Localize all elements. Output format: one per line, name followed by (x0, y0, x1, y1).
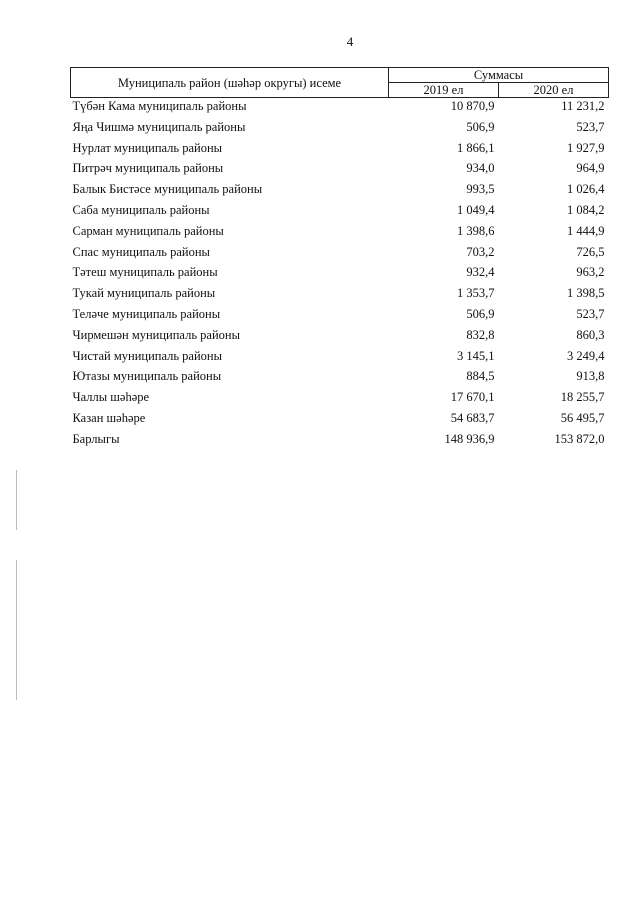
table-row (71, 265, 609, 286)
value-2020-cell: 1 398,5 (567, 286, 605, 301)
table-row (71, 307, 609, 328)
table-header (71, 68, 609, 98)
row-name-cell: Түбән Кама муниципаль районы (72, 99, 247, 113)
row-name-cell: Чаллы шәһәре (72, 390, 150, 405)
value-2019-cell: 993,5 (466, 182, 495, 197)
row-name-cell: Ютазы муниципаль районы (72, 369, 222, 384)
table-row (71, 224, 609, 245)
value-2020-cell: 1 026,4 (567, 182, 605, 197)
table-row (71, 245, 609, 266)
value-2020-cell: 860,3 (576, 327, 605, 342)
margin-scan-mark (16, 560, 17, 700)
table-row (71, 390, 609, 411)
value-2019-cell: 54 683,7 (450, 410, 495, 425)
value-2019-cell: 884,5 (466, 369, 495, 384)
value-2020-cell: 523,7 (576, 119, 605, 134)
value-2019-cell: 832,8 (466, 327, 495, 342)
column-header-year: 2020 ел (499, 83, 609, 98)
value-2019-cell: 1 866,1 (457, 140, 495, 155)
value-2019-cell: 17 670,1 (450, 390, 495, 405)
table-row (71, 286, 609, 307)
value-2019-cell: 1 353,7 (457, 286, 495, 301)
column-header-year: 2019 ел (389, 83, 499, 98)
value-2020-cell: 1 444,9 (567, 223, 605, 238)
row-name-cell: Чистай муниципаль районы (72, 348, 222, 363)
budget-table (70, 67, 609, 453)
table-row (71, 349, 609, 370)
value-2020-cell: 3 249,4 (567, 348, 605, 363)
table-row (71, 328, 609, 349)
value-2020-cell: 726,5 (576, 244, 605, 259)
row-name-cell: Тәтеш муниципаль районы (72, 265, 218, 280)
row-name-cell: Сарман муниципаль районы (72, 223, 224, 238)
row-name-cell: Казан шәһәре (72, 410, 146, 425)
table-row (71, 369, 609, 390)
table-row (71, 411, 609, 432)
table-row (71, 98, 609, 120)
row-name-cell: Спас муниципаль районы (72, 244, 210, 259)
value-2019-cell: 703,2 (466, 244, 495, 259)
table-body (71, 98, 609, 453)
row-name-cell: Чирмешән муниципаль районы (72, 327, 240, 342)
value-2019-cell: 932,4 (466, 265, 495, 280)
value-2020-cell: 964,9 (576, 161, 605, 176)
table-row (71, 161, 609, 182)
value-2019-cell: 3 145,1 (457, 348, 495, 363)
value-2019-cell: 10 870,9 (450, 99, 495, 113)
table-row (71, 182, 609, 203)
value-2019-cell: 1 398,6 (457, 223, 495, 238)
column-header-group: Суммасы (389, 68, 609, 83)
value-2019-cell: 934,0 (466, 161, 495, 176)
value-2019-cell: 506,9 (466, 306, 495, 321)
row-name-cell: Яңа Чишмә муниципаль районы (72, 119, 246, 134)
value-2019-cell: 506,9 (466, 119, 495, 134)
table-row (71, 120, 609, 141)
table-row (71, 203, 609, 224)
row-name-cell: Теләче муниципаль районы (72, 306, 221, 321)
value-2020-cell: 11 231,2 (561, 99, 605, 113)
page-number: 4 (346, 34, 354, 49)
value-2020-cell: 18 255,7 (560, 390, 605, 405)
row-name-cell: Барлыгы (72, 431, 120, 446)
row-name-cell: Питрәч муниципаль районы (72, 161, 224, 176)
table-row (71, 141, 609, 162)
row-name-cell: Балык Бистәсе муниципаль районы (72, 182, 263, 197)
value-2020-cell: 56 495,7 (560, 410, 605, 425)
value-2020-cell: 153 872,0 (554, 431, 605, 446)
value-2020-cell: 523,7 (576, 306, 605, 321)
table-row (71, 432, 609, 453)
value-2019-cell: 1 049,4 (457, 202, 495, 217)
row-name-cell: Саба муниципаль районы (72, 202, 210, 217)
value-2020-cell: 1 927,9 (567, 140, 605, 155)
value-2020-cell: 963,2 (576, 265, 605, 280)
value-2020-cell: 1 084,2 (567, 202, 605, 217)
column-header-name: Муниципаль район (шәһәр округы) исеме (71, 68, 389, 98)
value-2019-cell: 148 936,9 (444, 431, 495, 446)
value-2020-cell: 913,8 (576, 369, 605, 384)
margin-scan-mark (16, 470, 17, 530)
row-name-cell: Нурлат муниципаль районы (72, 140, 223, 155)
row-name-cell: Тукай муниципаль районы (72, 286, 216, 301)
